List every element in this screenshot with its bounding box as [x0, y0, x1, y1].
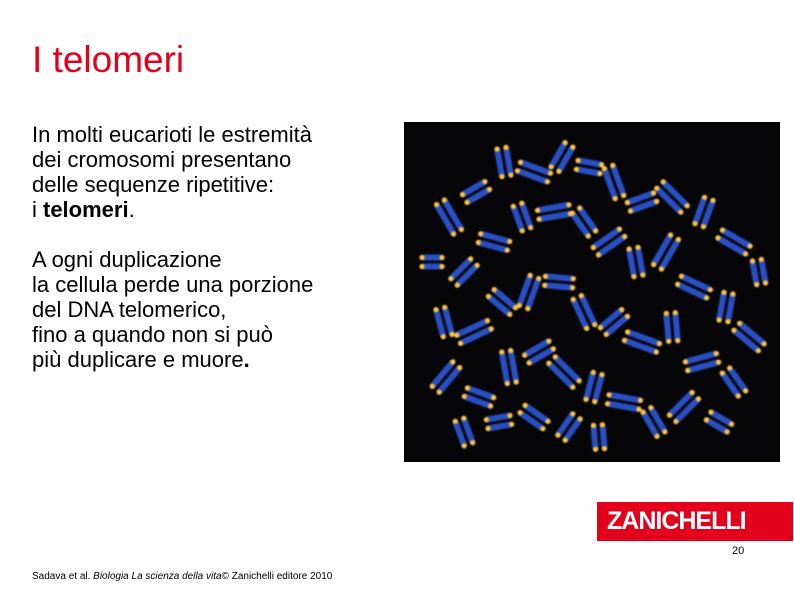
telomere-spot — [454, 333, 459, 338]
telomere-spot — [759, 257, 764, 262]
slide-title: I telomeri — [32, 39, 185, 80]
telomere-spot — [563, 140, 568, 145]
telomere-spot — [591, 370, 596, 375]
telomere-spot — [673, 310, 678, 315]
telomere-spot — [462, 443, 467, 448]
slide-body — [32, 122, 402, 372]
telomere-spot — [602, 166, 607, 171]
telomere-spot — [648, 405, 653, 410]
telomere-spot — [654, 186, 659, 191]
telomere-spot — [662, 429, 667, 434]
telomere-spot — [596, 252, 601, 257]
telomere-spot — [546, 339, 551, 344]
zanichelli-logo — [597, 502, 793, 541]
telomere-spot — [622, 338, 627, 343]
telomere-spot — [511, 204, 516, 209]
telomere-spot — [542, 283, 547, 288]
telomere-spot — [508, 172, 513, 177]
telomere-spot — [507, 312, 512, 317]
telomere-spot — [627, 246, 632, 251]
text-line: fino a quando non si può — [32, 322, 273, 347]
telomere-spot — [704, 295, 709, 300]
telomere-spot — [465, 385, 470, 390]
telomere-spot — [635, 245, 640, 250]
telomere-spot — [592, 399, 597, 404]
telomere-spot — [617, 227, 622, 232]
logo-text: ZANICHELLI — [607, 507, 746, 535]
telomere-spot — [621, 193, 626, 198]
telomere-spot — [668, 232, 673, 237]
telomere-spot — [499, 349, 504, 354]
telomere-spot — [549, 164, 554, 169]
telomere-spot — [586, 233, 591, 238]
telomere-spot — [457, 365, 462, 370]
telomere-spot — [591, 423, 596, 428]
telomere-spot — [730, 291, 735, 296]
telomere-spot — [651, 190, 656, 195]
telomere-spot — [523, 403, 528, 408]
telomere-spot — [737, 321, 742, 326]
telomere-spot — [548, 171, 553, 176]
telomere-spot — [696, 396, 701, 401]
telomere-spot — [640, 272, 645, 277]
telomere-spot — [520, 228, 525, 233]
telomere-spot — [419, 264, 424, 269]
telomere-spot — [659, 266, 664, 271]
telomere-spot — [683, 359, 688, 364]
telomere-spot — [570, 385, 575, 390]
text-line: la cellula perde una porzione — [32, 272, 314, 297]
telomere-spot — [727, 365, 732, 370]
telomere-spot — [748, 244, 753, 249]
telomere-spot — [525, 306, 530, 311]
telomere-spot — [583, 397, 588, 402]
telomere-spot — [570, 211, 575, 216]
telomere-spot — [651, 262, 656, 267]
telomere-spot — [545, 419, 550, 424]
telomere-spot — [592, 322, 597, 327]
telomere-spot — [433, 307, 438, 312]
telomere-spot — [598, 325, 603, 330]
telomere-spot — [575, 158, 580, 163]
telomere-spot — [419, 255, 424, 260]
telomere-spot — [470, 440, 475, 445]
telomere-spot — [518, 160, 523, 165]
telomere-spot — [491, 395, 496, 400]
telomere-spot — [701, 224, 706, 229]
telomere-spot — [455, 283, 460, 288]
telomere-spot — [555, 433, 560, 438]
page-number: 20 — [732, 545, 745, 557]
telomere-spot — [439, 264, 444, 269]
text-line: In molti eucarioti le estremità — [32, 122, 312, 147]
telomere-spot — [475, 263, 480, 268]
telomere-spot — [600, 422, 605, 427]
telomere-spot — [499, 174, 504, 179]
telomere-spot — [566, 202, 571, 207]
telomere-spot — [743, 251, 748, 256]
footer-authors: Sadava et al. — [32, 571, 94, 582]
telomere-spot — [606, 392, 611, 397]
telomere-spot — [704, 417, 709, 422]
telomere-spot — [571, 276, 576, 281]
telomere-spot — [460, 192, 465, 197]
telomere-spot — [464, 200, 469, 205]
telomere-spot — [725, 429, 730, 434]
telomere-spot — [657, 341, 662, 346]
text-line — [32, 347, 402, 372]
telomere-spot — [729, 422, 734, 427]
telomere-spot — [628, 208, 633, 213]
telomere-spot — [492, 287, 497, 292]
telomere-spot — [714, 351, 719, 356]
telomere-spot — [570, 411, 575, 416]
telomere-spot — [736, 393, 741, 398]
telomere-spot — [540, 426, 545, 431]
telomere-spot — [462, 394, 467, 399]
telomere-spot — [528, 273, 533, 278]
telomere-spot — [756, 348, 761, 353]
telomere-spot — [495, 146, 500, 151]
telomere-spot — [597, 171, 602, 176]
telomere-spot — [486, 294, 491, 299]
text-fragment: più duplicare e muore — [32, 347, 244, 372]
telomere-spot — [667, 413, 672, 418]
paragraph-telomere-loss — [32, 247, 402, 372]
telomere-spot — [675, 338, 680, 343]
telomere-spot — [731, 328, 736, 333]
telomere-spot — [430, 384, 435, 389]
telomere-spot — [720, 228, 725, 233]
telomere-spot — [593, 228, 598, 233]
telomere-spot — [721, 290, 726, 295]
telomere-spot — [551, 346, 556, 351]
telomere-spot — [527, 360, 532, 365]
telomere-spot — [563, 438, 568, 443]
telomere-spot — [720, 371, 725, 376]
telomere-spot — [593, 447, 598, 452]
telomere-spot — [692, 221, 697, 226]
telomere-spot — [708, 287, 713, 292]
telomere-spot — [579, 293, 584, 298]
telomere-spot — [599, 372, 604, 377]
telomere-spot — [655, 434, 660, 439]
telomere-spot — [556, 169, 561, 174]
telomere-spot — [602, 446, 607, 451]
telomere-spot — [685, 203, 690, 208]
telomere-spot — [725, 319, 730, 324]
telomere-spot — [517, 410, 522, 415]
telomere-spot — [546, 361, 551, 366]
telomere-spot — [442, 197, 447, 202]
telomere-spot — [517, 303, 522, 308]
telomere-spot — [488, 403, 493, 408]
chromosome-micrograph — [404, 122, 780, 462]
paragraph-telomeres-definition — [32, 122, 402, 222]
text-line: delle sequenze ripetitive: — [32, 172, 275, 197]
telomere-spot — [619, 307, 624, 312]
telomere-spot — [678, 210, 683, 215]
telomere-spot — [553, 354, 558, 359]
telomere-spot — [577, 205, 582, 210]
telomere-spot — [625, 314, 630, 319]
telomere-spot — [631, 274, 636, 279]
telomere-spot — [536, 217, 541, 222]
telomere-spot — [434, 202, 439, 207]
footer-citation — [32, 571, 332, 582]
telomere-spot — [514, 379, 519, 384]
telomere-spot — [505, 248, 510, 253]
telomere-spot — [661, 179, 666, 184]
telomere-spot — [508, 348, 513, 353]
telomere-spot — [638, 398, 643, 403]
telomere-spot — [676, 237, 681, 242]
telomere-spot — [489, 326, 494, 331]
text-line: A ogni duplicazione — [32, 247, 222, 272]
micrograph-image — [404, 122, 780, 462]
telomere-spot — [522, 353, 527, 358]
telomere-spot — [666, 339, 671, 344]
telomere-spot — [509, 422, 514, 427]
telomere-spot — [459, 227, 464, 232]
telomere-spot — [545, 179, 550, 184]
telomere-spot — [754, 282, 759, 287]
telomere-spot — [605, 401, 610, 406]
telomere-spot — [505, 381, 510, 386]
telomere-spot — [536, 276, 541, 281]
telomere-spot — [449, 332, 454, 337]
telomere-spot — [451, 231, 456, 236]
telomere-spot — [487, 187, 492, 192]
telomere-spot — [673, 419, 678, 424]
telomere-spot — [577, 378, 582, 383]
telomere-spot — [750, 258, 755, 263]
telomere-spot — [654, 199, 659, 204]
telomere-spot — [439, 255, 444, 260]
telomere-spot — [570, 285, 575, 290]
telomere-spot — [484, 417, 489, 422]
telomere-spot — [578, 416, 583, 421]
telomere-spot — [441, 334, 446, 339]
telomere-spot — [685, 368, 690, 373]
telomere-spot — [507, 413, 512, 418]
telomere-spot — [476, 240, 481, 245]
telomere-spot — [584, 326, 589, 331]
telomere-spot — [717, 317, 722, 322]
telomere-spot — [708, 410, 713, 415]
telomere-spot — [702, 195, 707, 200]
telomere-spot — [675, 282, 680, 287]
text-fragment: . — [243, 347, 250, 372]
telomere-spot — [535, 208, 540, 213]
telomere-spot — [482, 179, 487, 184]
telomere-spot — [503, 145, 508, 150]
telomere-spot — [710, 198, 715, 203]
telomere-spot — [453, 419, 458, 424]
telomere-spot — [519, 201, 524, 206]
telomere-spot — [763, 280, 768, 285]
telomere-spot — [528, 225, 533, 230]
telomere-spot — [478, 231, 483, 236]
telomere-spot — [625, 329, 630, 334]
telomere-spot — [574, 167, 579, 172]
telomere-spot — [762, 341, 767, 346]
footer-copyright: © Zanichelli editore 2010 — [221, 571, 333, 582]
footer-book-title: Biologia La scienza della vita — [93, 571, 222, 582]
text-fragment: . — [128, 197, 135, 222]
telomere-spot — [604, 332, 609, 337]
telomere-spot — [625, 200, 630, 205]
telomere-spot — [690, 390, 695, 395]
telomere-spot — [570, 145, 575, 150]
text-line: del DNA telomerico, — [32, 297, 227, 322]
telomere-spot — [515, 168, 520, 173]
telomere-spot — [716, 360, 721, 365]
keyword-telomeri: telomeri — [43, 197, 129, 222]
telomere-spot — [571, 297, 576, 302]
telomere-spot — [485, 426, 490, 431]
telomere-spot — [591, 245, 596, 250]
telomere-spot — [458, 341, 463, 346]
telomere-spot — [437, 390, 442, 395]
telomere-spot — [641, 410, 646, 415]
telomere-spot — [613, 196, 618, 201]
telomere-spot — [622, 234, 627, 239]
telomere-spot — [448, 276, 453, 281]
telomere-spot — [679, 274, 684, 279]
text-line: dei cromosomi presentano — [32, 147, 292, 172]
telomere-spot — [654, 349, 659, 354]
telomere-spot — [743, 388, 748, 393]
telomere-spot — [468, 256, 473, 261]
text-line — [32, 197, 402, 222]
telomere-spot — [610, 163, 615, 168]
telomere-spot — [485, 318, 490, 323]
text-fragment: i — [32, 197, 43, 222]
telomere-spot — [461, 416, 466, 421]
telomere-spot — [442, 305, 447, 310]
telomere-spot — [543, 274, 548, 279]
telomere-spot — [507, 239, 512, 244]
telomere-spot — [450, 359, 455, 364]
telomere-spot — [715, 235, 720, 240]
telomere-spot — [664, 311, 669, 316]
